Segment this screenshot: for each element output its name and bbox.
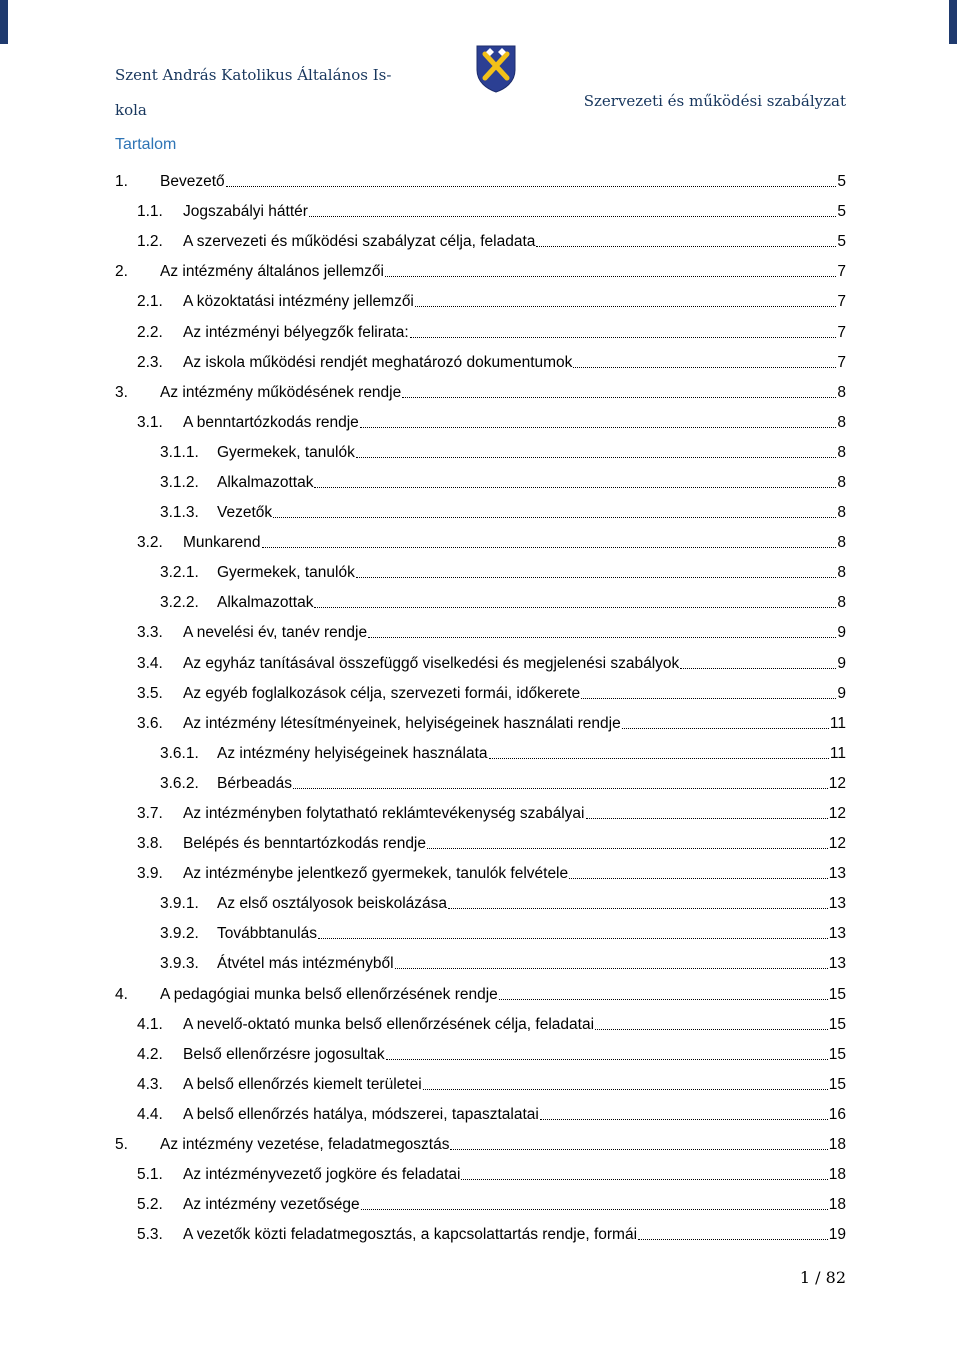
- toc-entry-page: 13: [828, 865, 846, 883]
- toc-dot-leader: [540, 1119, 828, 1120]
- toc-dot-leader: [569, 878, 828, 879]
- toc-entry-page: 13: [828, 925, 846, 943]
- toc-entry-title[interactable]: A szervezeti és működési szabályzat célja, feladata: [183, 233, 536, 251]
- toc-entry-title[interactable]: Továbbtanulás: [217, 925, 317, 943]
- toc-dot-leader: [395, 968, 828, 969]
- toc-entry-title[interactable]: Az intézmény általános jellemzői: [160, 263, 384, 281]
- toc-entry-page: 11: [829, 744, 846, 762]
- toc-entry-number: 3.6.1.: [160, 744, 199, 762]
- toc-entry-page: 8: [837, 443, 846, 461]
- toc-entry-number: 3.1.2.: [160, 473, 199, 491]
- toc-entry-page: 12: [828, 835, 846, 853]
- toc-entry-page: 18: [828, 1136, 846, 1154]
- toc-entry-number: 3.1.3.: [160, 504, 199, 522]
- toc-entry-title[interactable]: A közoktatási intézmény jellemzői: [183, 293, 414, 311]
- toc-entry-number: 2.2.: [137, 323, 163, 341]
- toc-entry-title[interactable]: Az intézményben folytatható reklámtevékenység szabályai: [183, 805, 585, 823]
- toc-entry-number: 3.6.2.: [160, 774, 199, 792]
- toc-entry-number: 3.7.: [137, 805, 163, 823]
- toc-entry-number: 3.1.1.: [160, 443, 199, 461]
- toc-dot-leader: [356, 457, 837, 458]
- toc-entry-page: 15: [828, 1015, 846, 1033]
- toc-entry-page: 15: [828, 1075, 846, 1093]
- toc-entry-number: 5.3.: [137, 1226, 163, 1244]
- toc-entry[interactable]: [0, 1100, 960, 1130]
- toc-entry[interactable]: [0, 859, 960, 889]
- toc-dot-leader: [385, 276, 836, 277]
- toc-entry-number: 4.3.: [137, 1075, 163, 1093]
- toc-dot-leader: [410, 337, 837, 338]
- toc-entry[interactable]: [0, 799, 960, 829]
- toc-entry[interactable]: [0, 287, 960, 317]
- toc-dot-leader: [318, 938, 828, 939]
- table-of-contents: [0, 167, 960, 1250]
- toc-entry[interactable]: [0, 829, 960, 859]
- school-crest-icon: [475, 44, 517, 94]
- toc-dot-leader: [309, 216, 836, 217]
- toc-dot-leader: [461, 1179, 827, 1180]
- toc-entry-title[interactable]: A benntartózkodás rendje: [183, 413, 359, 431]
- toc-entry-number: 1.: [115, 173, 128, 191]
- toc-entry-title[interactable]: A nevelési év, tanév rendje: [183, 624, 368, 642]
- toc-dot-leader: [402, 397, 836, 398]
- toc-entry-number: 1.1.: [137, 203, 163, 221]
- toc-entry[interactable]: [0, 498, 960, 528]
- toc-entry-page: 5: [837, 173, 846, 191]
- toc-entry-page: 16: [828, 1105, 846, 1123]
- school-name-line-1: Szent András Katolikus Általános Is-: [115, 66, 392, 84]
- toc-dot-leader: [423, 1089, 828, 1090]
- toc-entry-number: 3.9.: [137, 865, 163, 883]
- toc-entry-number: 5.1.: [137, 1166, 163, 1184]
- toc-dot-leader: [638, 1239, 828, 1240]
- toc-entry-title[interactable]: Az intézménybe jelentkező gyermekek, tanulók felvétele: [183, 865, 569, 883]
- toc-entry-page: 9: [837, 684, 846, 702]
- toc-dot-leader: [573, 367, 836, 368]
- toc-entry-page: 7: [837, 353, 846, 371]
- toc-entry[interactable]: [0, 1010, 960, 1040]
- toc-entry[interactable]: [0, 679, 960, 709]
- toc-entry-number: 3.2.2.: [160, 594, 199, 612]
- toc-dot-leader: [356, 577, 837, 578]
- toc-entry-page: 8: [837, 413, 846, 431]
- toc-entry-page: 15: [828, 1045, 846, 1063]
- toc-entry-title[interactable]: Az intézmény vezetősége: [183, 1196, 360, 1214]
- toc-entry-title[interactable]: Az egyház tanításával összefüggő viselkedési és megjelenési szabályok: [183, 654, 680, 672]
- toc-entry-title[interactable]: A pedagógiai munka belső ellenőrzésének rendje: [160, 985, 498, 1003]
- toc-entry[interactable]: [0, 1190, 960, 1220]
- toc-entry[interactable]: [0, 528, 960, 558]
- toc-entry-number: 4.2.: [137, 1045, 163, 1063]
- toc-entry[interactable]: [0, 558, 960, 588]
- toc-entry-number: 3.3.: [137, 624, 163, 642]
- toc-entry[interactable]: [0, 588, 960, 618]
- toc-dot-leader: [293, 788, 828, 789]
- toc-entry-page: 8: [837, 564, 846, 582]
- toc-entry[interactable]: [0, 980, 960, 1010]
- toc-entry-number: 1.2.: [137, 233, 163, 251]
- toc-entry-number: 3.9.2.: [160, 925, 199, 943]
- toc-entry-number: 3.8.: [137, 835, 163, 853]
- toc-entry-title[interactable]: Gyermekek, tanulók: [217, 564, 355, 582]
- toc-entry-page: 15: [828, 985, 846, 1003]
- toc-entry-number: 3.4.: [137, 654, 163, 672]
- toc-entry[interactable]: [0, 889, 960, 919]
- toc-entry[interactable]: [0, 1070, 960, 1100]
- toc-entry-page: 12: [828, 805, 846, 823]
- toc-entry-page: 12: [828, 774, 846, 792]
- school-name-line-2: kola: [115, 101, 147, 119]
- toc-entry-title[interactable]: Belső ellenőrzésre jogosultak: [183, 1045, 385, 1063]
- toc-entry[interactable]: [0, 1220, 960, 1250]
- toc-entry-title[interactable]: Az intézmény vezetése, feladatmegosztás: [160, 1136, 450, 1154]
- toc-entry-number: 3.9.1.: [160, 895, 199, 913]
- toc-entry[interactable]: [0, 408, 960, 438]
- toc-entry[interactable]: [0, 1040, 960, 1070]
- toc-dot-leader: [226, 186, 837, 187]
- toc-entry-page: 7: [837, 293, 846, 311]
- toc-entry-page: 13: [828, 895, 846, 913]
- toc-entry-page: 13: [828, 955, 846, 973]
- toc-dot-leader: [361, 1209, 828, 1210]
- toc-entry-title[interactable]: Jogszabályi háttér: [183, 203, 308, 221]
- toc-entry-title[interactable]: Az első osztályosok beiskolázása: [217, 895, 448, 913]
- toc-entry-title[interactable]: Az iskola működési rendjét meghatározó dokumentumok: [183, 353, 573, 371]
- toc-entry[interactable]: [0, 348, 960, 378]
- toc-entry-page: 8: [837, 504, 846, 522]
- toc-dot-leader: [262, 547, 837, 548]
- toc-entry[interactable]: [0, 618, 960, 648]
- toc-dot-leader: [314, 607, 836, 608]
- toc-entry-number: 5.2.: [137, 1196, 163, 1214]
- toc-entry[interactable]: [0, 949, 960, 979]
- toc-dot-leader: [450, 1149, 827, 1150]
- toc-dot-leader: [622, 728, 829, 729]
- toc-entry-number: 4.4.: [137, 1105, 163, 1123]
- toc-entry-title[interactable]: Vezetők: [217, 504, 273, 522]
- document-title: Szervezeti és működési szabályzat: [583, 92, 846, 110]
- toc-entry[interactable]: [0, 167, 960, 197]
- toc-dot-leader: [448, 908, 828, 909]
- toc-entry-number: 3.2.: [137, 534, 163, 552]
- toc-entry-title[interactable]: A belső ellenőrzés hatálya, módszerei, tapasztalatai: [183, 1105, 539, 1123]
- toc-entry-number: 3.9.3.: [160, 955, 199, 973]
- toc-entry-title[interactable]: Az intézmény létesítményeinek, helyiségeinek használati rendje: [183, 714, 621, 732]
- toc-entry-title[interactable]: A belső ellenőrzés kiemelt területei: [183, 1075, 422, 1093]
- toc-entry-title[interactable]: Átvétel más intézményből: [217, 955, 394, 973]
- page-header: [0, 0, 960, 120]
- toc-entry-title[interactable]: Az egyéb foglalkozások célja, szervezeti formái, időkerete: [183, 684, 581, 702]
- toc-entry[interactable]: [0, 257, 960, 287]
- toc-entry[interactable]: [0, 1160, 960, 1190]
- toc-entry-page: 7: [837, 323, 846, 341]
- toc-entry-page: 8: [837, 473, 846, 491]
- toc-dot-leader: [360, 427, 837, 428]
- toc-entry-title[interactable]: Alkalmazottak: [217, 473, 314, 491]
- toc-entry-title[interactable]: Alkalmazottak: [217, 594, 314, 612]
- toc-heading: Tartalom: [115, 136, 177, 153]
- toc-entry-title[interactable]: Bérbeadás: [217, 774, 292, 792]
- toc-entry-number: 3.2.1.: [160, 564, 199, 582]
- toc-entry-page: 18: [828, 1166, 846, 1184]
- toc-entry[interactable]: [0, 317, 960, 347]
- toc-entry-number: 4.: [115, 985, 128, 1003]
- page-number: 1 / 82: [799, 1268, 846, 1287]
- toc-dot-leader: [499, 999, 828, 1000]
- toc-entry-number: 3.: [115, 383, 128, 401]
- toc-entry-number: 2.1.: [137, 293, 163, 311]
- toc-entry-title[interactable]: A nevelő-oktató munka belső ellenőrzésének célja, feladatai: [183, 1015, 595, 1033]
- toc-entry[interactable]: [0, 919, 960, 949]
- school-name: [115, 58, 415, 128]
- toc-entry[interactable]: [0, 649, 960, 679]
- toc-entry-title[interactable]: Az intézmény helyiségeinek használata: [217, 744, 488, 762]
- toc-entry-title[interactable]: Bevezető: [160, 173, 225, 191]
- toc-entry-page: 19: [828, 1226, 846, 1244]
- toc-dot-leader: [595, 1029, 828, 1030]
- toc-entry[interactable]: [0, 769, 960, 799]
- toc-entry-title[interactable]: Belépés és benntartózkodás rendje: [183, 835, 426, 853]
- toc-entry-number: 2.3.: [137, 353, 163, 371]
- toc-entry-page: 18: [828, 1196, 846, 1214]
- toc-entry[interactable]: [0, 1130, 960, 1160]
- toc-entry-number: 4.1.: [137, 1015, 163, 1033]
- toc-dot-leader: [586, 818, 828, 819]
- toc-entry[interactable]: [0, 197, 960, 227]
- toc-entry-title[interactable]: Az intézmény működésének rendje: [160, 383, 402, 401]
- toc-dot-leader: [536, 246, 836, 247]
- toc-dot-leader: [386, 1059, 828, 1060]
- toc-dot-leader: [489, 758, 829, 759]
- toc-dot-leader: [368, 637, 836, 638]
- toc-entry[interactable]: [0, 468, 960, 498]
- toc-entry-page: 9: [837, 654, 846, 672]
- toc-entry-title[interactable]: Munkarend: [183, 534, 261, 552]
- toc-entry[interactable]: [0, 438, 960, 468]
- toc-entry-title[interactable]: Az intézményvezető jogköre és feladatai: [183, 1166, 461, 1184]
- toc-entry-page: 9: [837, 624, 846, 642]
- toc-entry-title[interactable]: Gyermekek, tanulók: [217, 443, 355, 461]
- toc-entry-page: 8: [837, 383, 846, 401]
- toc-entry-page: 8: [837, 534, 846, 552]
- toc-entry-number: 5.: [115, 1136, 128, 1154]
- toc-entry-number: 3.6.: [137, 714, 163, 732]
- toc-entry-title[interactable]: Az intézményi bélyegzők felirata:: [183, 323, 409, 341]
- toc-entry-number: 3.1.: [137, 413, 163, 431]
- toc-entry-page: 11: [829, 714, 846, 732]
- toc-dot-leader: [415, 306, 836, 307]
- toc-dot-leader: [314, 487, 836, 488]
- toc-entry-page: 5: [837, 203, 846, 221]
- toc-entry-page: 5: [837, 233, 846, 251]
- toc-entry-number: 2.: [115, 263, 128, 281]
- toc-entry-title[interactable]: A vezetők közti feladatmegosztás, a kapcsolattartás rendje, formái: [183, 1226, 638, 1244]
- toc-entry[interactable]: [0, 227, 960, 257]
- toc-entry[interactable]: [0, 378, 960, 408]
- toc-entry-page: 8: [837, 594, 846, 612]
- toc-entry[interactable]: [0, 709, 960, 739]
- toc-entry[interactable]: [0, 739, 960, 769]
- toc-dot-leader: [581, 698, 836, 699]
- toc-dot-leader: [427, 848, 828, 849]
- toc-dot-leader: [680, 668, 836, 669]
- toc-entry-number: 3.5.: [137, 684, 163, 702]
- toc-entry-page: 7: [837, 263, 846, 281]
- toc-dot-leader: [273, 517, 836, 518]
